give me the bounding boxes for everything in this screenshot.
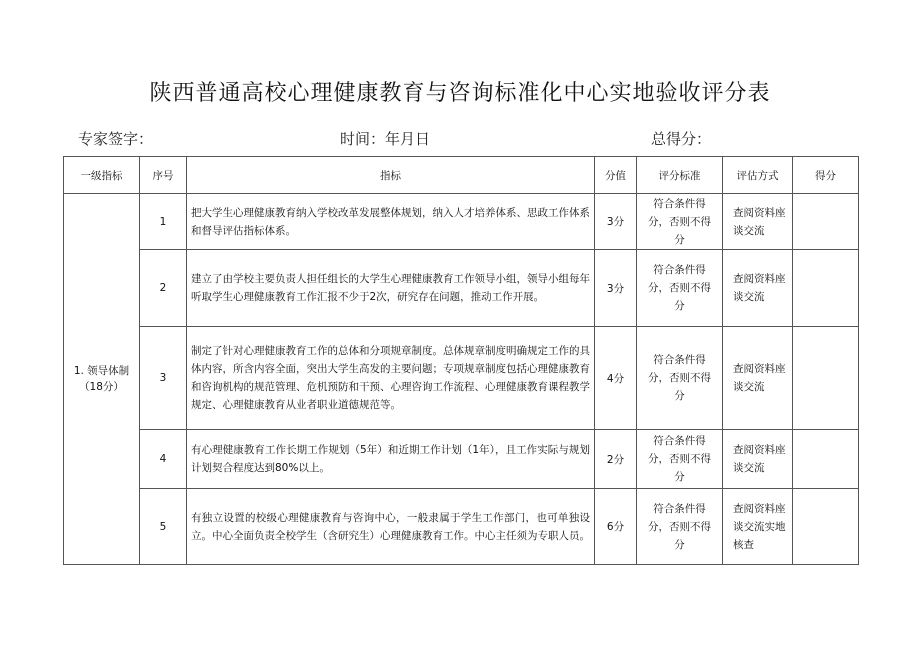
result-cell[interactable] [793,327,859,430]
standard-cell: 符合条件得分，否则不得分 [637,489,723,565]
header-category: 一级指标 [64,157,140,194]
score-cell: 3分 [595,250,637,327]
expert-signature-label: 专家签字： [78,130,154,148]
table-row [64,430,859,489]
header-indicator: 指标 [187,157,595,194]
page-title: 陕西普通高校心理健康教育与咨询标准化中心实地验收评分表 [149,81,771,106]
score-table [63,156,859,565]
indicator-cell: 制定了针对心理健康教育工作的总体和分项规章制度。总体规章制度明确规定工作的具体内容，所含内容全面，突出大学生高发的主要问题；专项规章制度包括心理健康教育和咨询机构的规范管理、危机预防和干预、心理咨询工作流程、心理健康教育课程教学规定、心理健康教育从业者职业道德规范等。 [187,327,595,430]
date-label: 时间：年月日 [340,130,431,148]
standard-cell: 符合条件得分，否则不得分 [637,194,723,250]
row-number: 2 [140,250,187,327]
header-method: 评估方式 [723,157,793,194]
result-cell[interactable] [793,250,859,327]
indicator-cell: 有独立设置的校级心理健康教育与咨询中心，一般隶属于学生工作部门，也可单独设立。中心全面负责全校学生（含研究生）心理健康教育工作。中心主任须为专职人员。 [187,489,595,565]
standard-cell: 符合条件得分，否则不得分 [637,327,723,430]
indicator-cell: 把大学生心理健康教育纳入学校改革发展整体规划，纳入人才培养体系、思政工作体系和督导评估指标体系。 [187,194,595,250]
indicator-cell: 建立了由学校主要负责人担任组长的大学生心理健康教育工作领导小组，领导小组每年听取学生心理健康教育工作汇报不少于2次，研究存在问题，推动工作开展。 [187,250,595,327]
table-row [64,489,859,565]
score-cell: 4分 [595,327,637,430]
header-result: 得分 [793,157,859,194]
total-score-label: 总得分： [651,130,712,148]
header-number: 序号 [140,157,187,194]
table-row [64,250,859,327]
indicator-cell: 有心理健康教育工作长期工作规划（5年）和近期工作计划（1年），且工作实际与规划计划契合程度达到80%以上。 [187,430,595,489]
result-cell[interactable] [793,430,859,489]
row-number: 5 [140,489,187,565]
table-row [64,327,859,430]
score-cell: 2分 [595,430,637,489]
row-number: 4 [140,430,187,489]
standard-cell: 符合条件得分，否则不得分 [637,430,723,489]
method-cell: 查阅资料座谈交流 [723,194,793,250]
method-cell: 查阅资料座谈交流实地核查 [723,489,793,565]
method-cell: 查阅资料座谈交流 [723,327,793,430]
method-cell: 查阅资料座谈交流 [723,430,793,489]
table-row [64,194,859,250]
row-number: 1 [140,194,187,250]
category-cell: 1. 领导体制（18分） [64,194,140,565]
score-cell: 6分 [595,489,637,565]
table-header-row [64,157,859,194]
result-cell[interactable] [793,194,859,250]
result-cell[interactable] [793,489,859,565]
header-standard: 评分标准 [637,157,723,194]
score-cell: 3分 [595,194,637,250]
standard-cell: 符合条件得分，否则不得分 [637,250,723,327]
header-score: 分值 [595,157,637,194]
method-cell: 查阅资料座谈交流 [723,250,793,327]
row-number: 3 [140,327,187,430]
